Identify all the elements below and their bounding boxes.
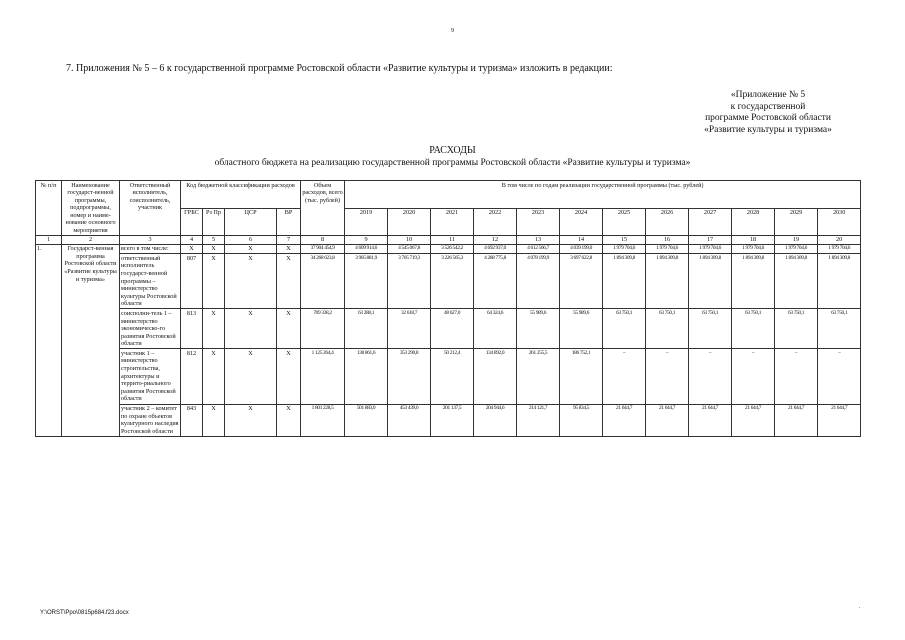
year-value-cell: 1 894 309,8: [646, 254, 689, 309]
year-value-cell: 4 612 566,7: [517, 244, 560, 254]
year-value-cell: 1 979 704,6: [732, 244, 775, 254]
csr-cell: Х: [225, 254, 277, 309]
year-value-cell: 55 989,6: [560, 309, 603, 349]
year-value-cell: 1 894 309,8: [603, 254, 646, 309]
header-csr: ЦСР: [225, 208, 277, 236]
year-value-cell: 48 627,0: [431, 309, 474, 349]
header-year-2028: 2028: [732, 208, 775, 236]
year-value-cell: 21 644,7: [818, 404, 861, 436]
column-number: 16: [646, 236, 689, 245]
year-value-cell: 64 324,6: [474, 309, 517, 349]
header-year-2020: 2020: [388, 208, 431, 236]
header-year-2022: 2022: [474, 208, 517, 236]
corner-mark: .: [859, 604, 861, 610]
year-value-cell: 21 644,7: [689, 404, 732, 436]
year-value-cell: 201 137,5: [431, 404, 474, 436]
executor-cell: участник 2 – комитет по охране объектов культурного наследия Ростовской области: [121, 405, 179, 435]
header-year-2026: 2026: [646, 208, 689, 236]
table-row: [36, 349, 861, 404]
column-number: 18: [732, 236, 775, 245]
year-value-cell: 21 644,7: [603, 404, 646, 436]
year-value-cell: 353 290,8: [388, 349, 431, 404]
rzpr-cell: Х: [203, 349, 225, 404]
year-value-cell: 138 861,6: [345, 349, 388, 404]
grbs-cell: 807: [181, 254, 203, 309]
vr-cell: Х: [277, 349, 301, 404]
year-value-cell: 1 894 309,8: [775, 254, 818, 309]
table-row: [36, 254, 861, 309]
column-number: 6: [225, 236, 277, 245]
year-value-cell: 63 750,1: [818, 309, 861, 349]
executor-cell: всего в том числе:: [120, 244, 181, 254]
year-value-cell: 261 255,5: [517, 349, 560, 404]
program-name: Государст-венная программа Ростовской области «Развитие культуры и туризма»: [62, 244, 120, 436]
vr-cell: Х: [277, 254, 301, 309]
grbs-cell: 843: [181, 404, 203, 436]
table-row: [36, 309, 861, 349]
year-value-cell: 204 944,6: [474, 404, 517, 436]
column-number: 12: [474, 236, 517, 245]
header-year-2025: 2025: [603, 208, 646, 236]
year-value-cell: 4 078 199,9: [517, 254, 560, 309]
year-value-cell: 1 979 704,6: [775, 244, 818, 254]
document-title: [0, 145, 905, 169]
vr-cell: Х: [277, 244, 301, 254]
column-number: 3: [120, 236, 181, 245]
year-value-cell: 134 892,0: [474, 349, 517, 404]
total-cell: 34 268 623,8: [301, 254, 345, 309]
year-value-cell: 1 894 309,8: [732, 254, 775, 309]
header-name: Наименование государст-венной программы, подпрограммы, номер и наиме-нование основного мероприятия: [62, 181, 120, 236]
total-cell: 1 801 228,5: [301, 404, 345, 436]
year-value-cell: 95 834,5: [560, 404, 603, 436]
header-year-2030: 2030: [818, 208, 861, 236]
header-budget-code: Код бюджетной классификации расходов: [181, 181, 301, 209]
csr-cell: Х: [225, 349, 277, 404]
header-row: [36, 181, 861, 209]
year-value-cell: 63 750,1: [646, 309, 689, 349]
column-number: 1: [36, 236, 62, 245]
year-value-cell: –: [646, 349, 689, 404]
column-number: 9: [345, 236, 388, 245]
year-value-cell: 63 750,1: [603, 309, 646, 349]
rzpr-cell: Х: [203, 244, 225, 254]
column-number: 17: [689, 236, 732, 245]
header-year-2023: 2023: [517, 208, 560, 236]
header-year-2024: 2024: [560, 208, 603, 236]
header-executor: Ответственный исполнитель, соисполнитель, участник: [120, 181, 181, 236]
year-value-cell: 63 750,1: [775, 309, 818, 349]
year-value-cell: 32 618,7: [388, 309, 431, 349]
vr-cell: Х: [277, 404, 301, 436]
column-number: 14: [560, 236, 603, 245]
csr-cell: Х: [225, 309, 277, 349]
year-value-cell: 186 752,1: [560, 349, 603, 404]
year-value-cell: 3 705 719,3: [388, 254, 431, 309]
column-number: 4: [181, 236, 203, 245]
year-value-cell: 1 979 704,6: [603, 244, 646, 254]
rzpr-cell: Х: [203, 309, 225, 349]
appendix-line: программе Ростовской области: [705, 113, 831, 123]
column-number: 7: [277, 236, 301, 245]
year-value-cell: 63 288,1: [345, 309, 388, 349]
column-number: 19: [775, 236, 818, 245]
column-number-row: [36, 236, 861, 245]
appendix-line: «Приложение № 5: [730, 90, 806, 100]
vr-cell: Х: [277, 309, 301, 349]
grbs-cell: 813: [181, 309, 203, 349]
year-value-cell: 1 979 704,6: [646, 244, 689, 254]
year-value-cell: 63 750,1: [689, 309, 732, 349]
year-value-cell: 21 644,7: [775, 404, 818, 436]
grbs-cell: 812: [181, 349, 203, 404]
executor-cell: ответственный исполнитель государст-венной программы – министерство культуры Ростовской области: [120, 254, 181, 309]
header-num: № п/п: [36, 181, 62, 236]
grbs-cell: Х: [181, 244, 203, 254]
executor-cell: участник 1 – министерство строительства, архитектуры и террито-риального развития Ростовской области: [120, 349, 181, 404]
column-number: 20: [818, 236, 861, 245]
file-path-footer: Y:\ORST\Ppo\0815p684.f23.docx: [40, 610, 129, 616]
total-cell: 709 338,2: [301, 309, 345, 349]
expenses-table: [35, 180, 861, 437]
header-years-group: В том числе по годам реализации государственной программы (тыс. рублей): [345, 181, 861, 209]
column-number: 8: [301, 236, 345, 245]
csr-cell: Х: [225, 404, 277, 436]
year-value-cell: 4 609 914,6: [345, 244, 388, 254]
table-row: [36, 244, 861, 254]
rzpr-cell: Х: [203, 254, 225, 309]
column-number: 2: [62, 236, 120, 245]
rzpr-cell: Х: [203, 404, 225, 436]
header-year-2029: 2029: [775, 208, 818, 236]
appendix-header: [688, 90, 848, 136]
total-cell: 37 904 454,9: [301, 244, 345, 254]
title-main: РАСХОДЫ: [429, 145, 476, 156]
year-value-cell: 55 989,6: [517, 309, 560, 349]
year-value-cell: 1 979 704,6: [689, 244, 732, 254]
column-number: 13: [517, 236, 560, 245]
year-value-cell: –: [775, 349, 818, 404]
expenses-table-wrapper: [35, 180, 861, 607]
amendment-intro: 7. Приложения № 5 – 6 к государственной программе Ростовской области «Развитие культуры и туризма» изложить в редакции:: [66, 63, 613, 74]
year-value-cell: –: [818, 349, 861, 404]
header-year-2019: 2019: [345, 208, 388, 236]
header-rzpr: Рз Пр: [203, 208, 225, 236]
year-value-cell: 4 039 199,0: [560, 244, 603, 254]
column-number: 10: [388, 236, 431, 245]
column-number: 5: [203, 236, 225, 245]
header-grbs: ГРБС: [181, 208, 203, 236]
year-value-cell: 63 750,1: [732, 309, 775, 349]
year-value-cell: 4 288 775,8: [474, 254, 517, 309]
year-value-cell: 4 545 067,8: [388, 244, 431, 254]
column-number: 11: [431, 236, 474, 245]
header-vr: ВР: [277, 208, 301, 236]
total-cell: 1 125 264,4: [301, 349, 345, 404]
year-value-cell: 214 121,7: [517, 404, 560, 436]
year-value-cell: 3 697 622,8: [560, 254, 603, 309]
executor-cell: соисполни-тель 1 – министерство экономическо-го развития Ростовской области: [120, 309, 181, 349]
year-value-cell: –: [732, 349, 775, 404]
year-value-cell: 1 979 704,6: [818, 244, 861, 254]
year-value-cell: 453 439,0: [388, 404, 431, 436]
year-value-cell: 3 526 542,2: [431, 244, 474, 254]
title-subtitle: областного бюджета на реализацию государственной программы Ростовской области «Развитие культуры и туризма»: [214, 158, 691, 168]
year-value-cell: 1 894 309,8: [818, 254, 861, 309]
csr-cell: Х: [225, 244, 277, 254]
header-year-2027: 2027: [689, 208, 732, 236]
year-value-cell: 21 644,7: [646, 404, 689, 436]
year-value-cell: 3 226 565,3: [431, 254, 474, 309]
appendix-line: к государственной: [730, 101, 806, 112]
year-value-cell: 501 883,0: [345, 404, 388, 436]
year-value-cell: 3 905 881,9: [345, 254, 388, 309]
table-row: [36, 404, 861, 436]
page-number: 9: [451, 28, 454, 34]
appendix-line: «Развитие культуры и туризма»: [704, 124, 832, 135]
column-number: 15: [603, 236, 646, 245]
header-year-2021: 2021: [431, 208, 474, 236]
year-value-cell: 4 692 937,0: [474, 244, 517, 254]
header-volume: Объем расходов, всего (тыс. рублей): [301, 181, 345, 236]
year-value-cell: –: [689, 349, 732, 404]
program-number: 1.: [36, 244, 62, 436]
year-value-cell: 50 212,4: [431, 349, 474, 404]
year-value-cell: 21 644,7: [732, 404, 775, 436]
year-value-cell: –: [603, 349, 646, 404]
expenses-table-body: [36, 244, 861, 436]
year-value-cell: 1 894 309,8: [689, 254, 732, 309]
